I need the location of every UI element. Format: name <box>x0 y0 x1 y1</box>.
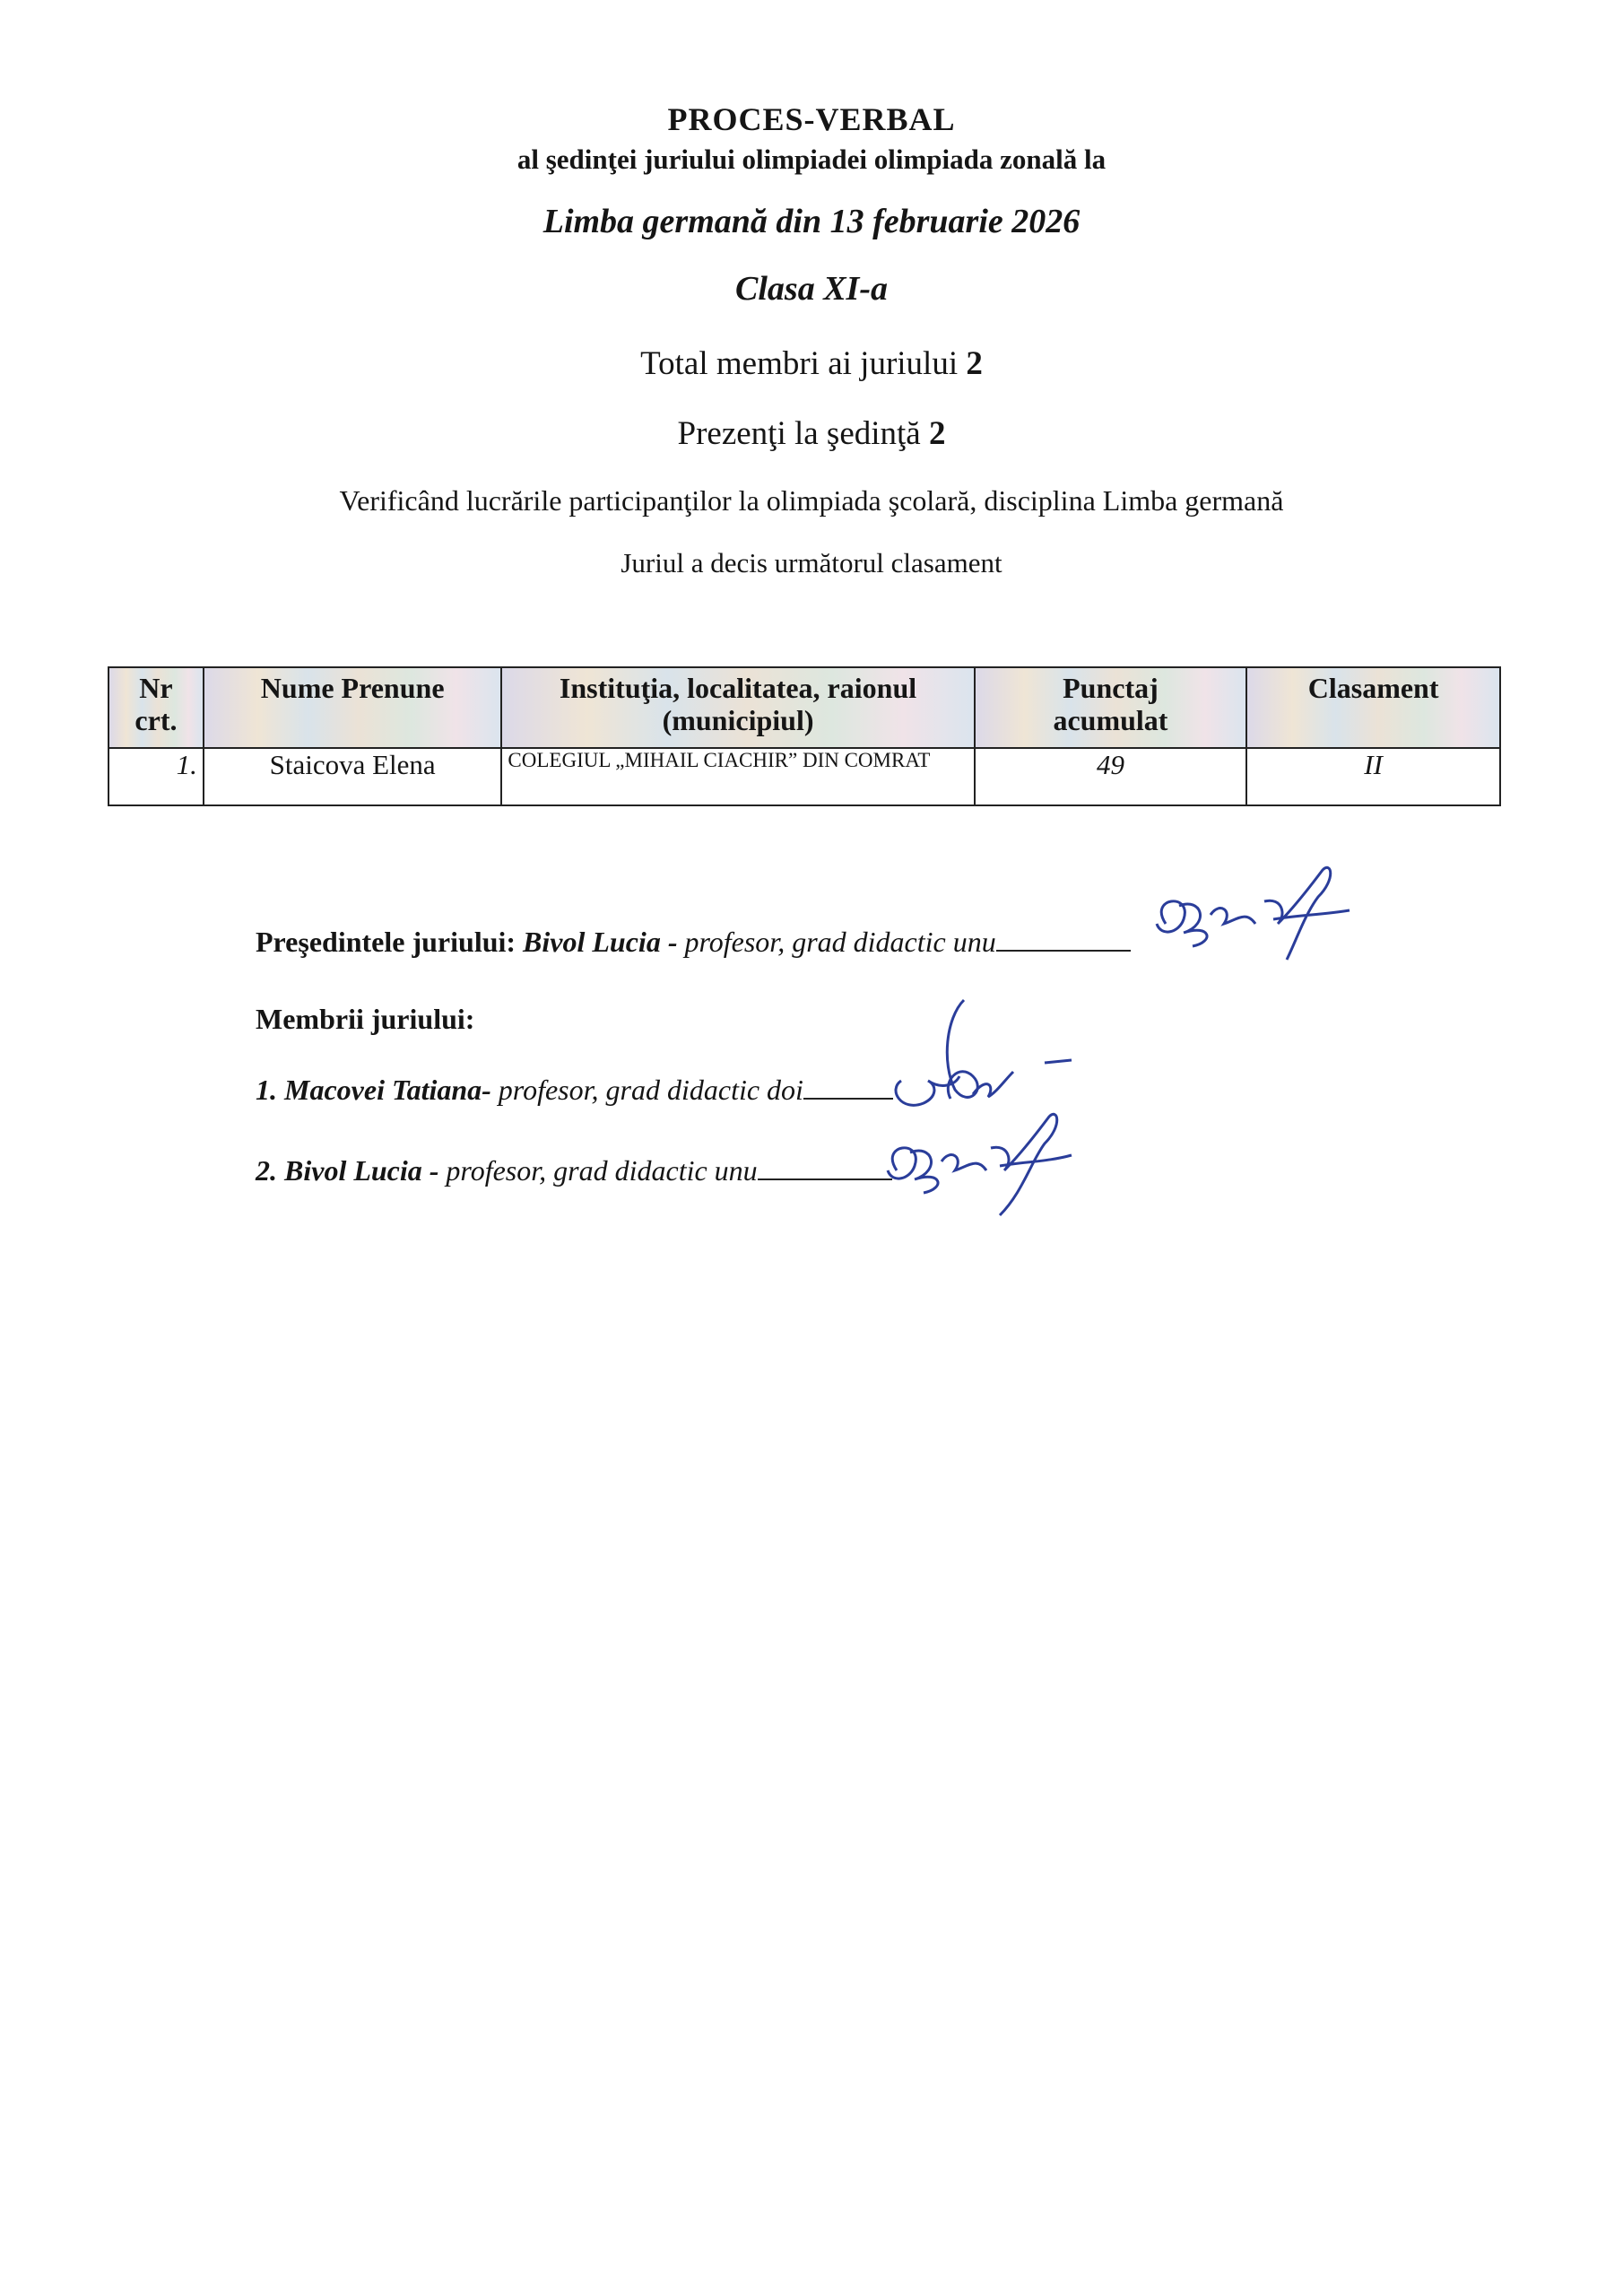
cell-nr: 1. <box>108 748 204 805</box>
decision-text: Juriul a decis următorul clasament <box>621 547 1002 578</box>
table-row <box>108 748 1500 805</box>
table-header-row <box>108 667 1500 748</box>
president-name: Bivol Lucia - <box>523 926 678 958</box>
header-institution: Instituţia, localitatea, raionul (municipiul) <box>501 667 974 748</box>
header-score: Punctaj acumulat <box>975 667 1247 748</box>
present-members-label: Prezenţi la şedinţă <box>677 415 921 452</box>
member-1-role: profesor, grad didactic doi <box>490 1074 803 1106</box>
verification-text: Verificând lucrările participanţilor la olimpiada şcolară, disciplina Limba germană <box>339 484 1284 517</box>
cell-name: Staicova Elena <box>204 748 502 805</box>
total-members-line <box>0 344 1623 383</box>
member-1-name: 1. Macovei Tatiana- <box>256 1074 491 1106</box>
member-2-role: profesor, grad didactic unu <box>438 1154 758 1187</box>
president-role: profesor, grad didactic unu <box>677 926 996 958</box>
jury-member-2 <box>256 1154 892 1187</box>
president-signature-icon <box>1130 861 1363 969</box>
president-line <box>256 926 1131 959</box>
cell-institution: COLEGIUL „MIHAIL CIACHIR” DIN COMRAT <box>501 748 974 805</box>
class-line: Clasa XI-a <box>735 270 888 308</box>
present-members-line <box>0 414 1623 453</box>
president-label: Preşedintele juriului: <box>256 926 516 958</box>
header-rank: Clasament <box>1246 667 1500 748</box>
cell-score: 49 <box>975 748 1247 805</box>
signature-line <box>803 1097 893 1100</box>
cell-rank: II <box>1246 748 1500 805</box>
total-members-count: 2 <box>966 345 983 382</box>
member-2-name: 2. Bivol Lucia - <box>256 1154 439 1187</box>
present-members-count: 2 <box>928 415 946 452</box>
jury-member-1 <box>256 1074 893 1107</box>
member-2-signature-icon <box>865 1103 1081 1229</box>
document-title: PROCES-VERBAL <box>667 101 956 137</box>
header-nr: Nr crt. <box>108 667 204 748</box>
document-subtitle: al şedinţei juriului olimpiadei olimpiada zonală la <box>516 144 1107 175</box>
total-members-label: Total membri ai juriului <box>640 345 959 382</box>
ranking-table <box>108 666 1501 806</box>
members-heading: Membrii juriului: <box>256 1003 475 1035</box>
signature-line <box>996 949 1131 952</box>
subject-line: Limba germană din 13 februarie 2026 <box>542 203 1081 240</box>
header-name: Nume Prenune <box>204 667 502 748</box>
